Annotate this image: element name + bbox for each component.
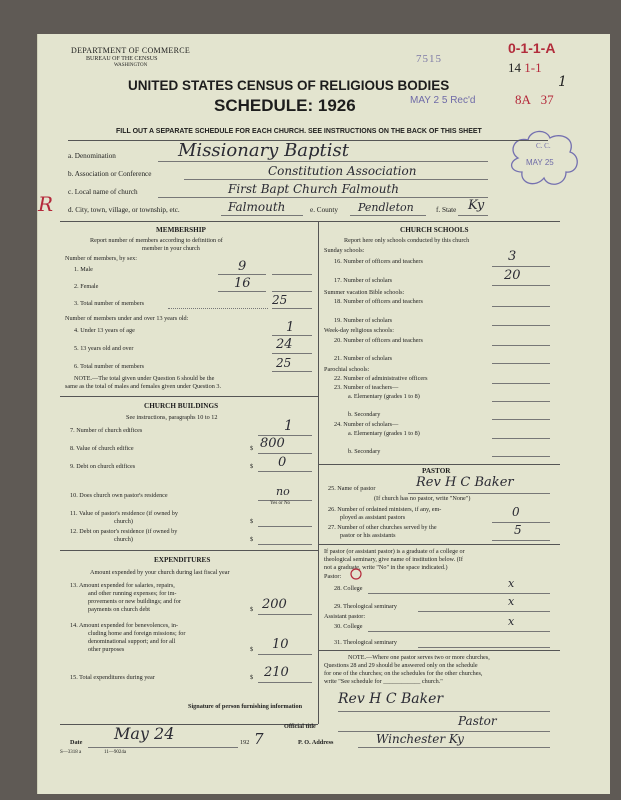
q25-line xyxy=(408,493,550,494)
q16-value: 3 xyxy=(508,249,517,264)
po-address-value: Winchester Ky xyxy=(376,732,464,746)
q15-value: 210 xyxy=(264,665,289,680)
q2-line xyxy=(218,291,266,292)
q14-value: 10 xyxy=(272,637,289,652)
expenditures-rule xyxy=(60,550,318,551)
right-bottom-rule xyxy=(318,650,560,651)
pastor-sub-label: Pastor: xyxy=(324,573,342,580)
q8-label: 8. Value of church edifice xyxy=(70,445,134,452)
date-value: May 24 xyxy=(114,724,175,743)
denomination-value: Missionary Baptist xyxy=(178,140,350,161)
q22-line xyxy=(492,383,550,384)
q21-label: 21. Number of scholars xyxy=(334,355,393,362)
graduate-line-2: theological seminary, give name of institution below. (If xyxy=(324,556,463,563)
q13-line-2: and other running expenses; for im- xyxy=(88,590,177,597)
signature-label: Signature of person furnishing information xyxy=(188,703,303,710)
pastor-heading: PASTOR xyxy=(422,467,451,475)
state-label: f. State xyxy=(436,206,457,214)
q15-label: 15. Total expenditures during year xyxy=(70,674,155,681)
parochial-label: Parochial schools: xyxy=(324,366,370,373)
q18-label: 18. Number of officers and teachers xyxy=(334,298,423,305)
pastor-note-2: Questions 28 and 29 should be answered only on the schedule xyxy=(324,662,478,669)
q26-value: 0 xyxy=(512,505,520,519)
q2-value: 16 xyxy=(234,276,251,291)
pastor-note-3: for one of the churches; on the schedules for the other churches, xyxy=(324,670,483,677)
q24-label: 24. Number of scholars— xyxy=(334,421,399,428)
q9-label: 9. Debt on church edifices xyxy=(70,463,136,470)
graduate-line-3: not a graduate, write "No" in the space indicated.) xyxy=(324,564,448,571)
q20-label: 20. Number of officers and teachers xyxy=(334,337,423,344)
denomination-label: a. Denomination xyxy=(68,152,116,160)
summer-label: Summer vacation Bible schools: xyxy=(324,289,405,296)
q6-value: 25 xyxy=(276,356,292,370)
q17-label: 17. Number of scholars xyxy=(334,277,393,284)
date-label: Date xyxy=(70,739,83,746)
stamp-number: 7515 xyxy=(416,53,442,65)
date-line xyxy=(88,747,238,748)
q11-label-2: church) xyxy=(114,518,133,525)
local-name-value: First Bapt Church Falmouth xyxy=(228,182,400,196)
received-stamp: MAY 2 5 Rec'd xyxy=(410,95,476,106)
sunday-label: Sunday schools: xyxy=(324,247,365,254)
q13-answer-line xyxy=(258,614,312,615)
q5-value: 24 xyxy=(276,337,293,352)
form-number: S—3318 a xyxy=(60,750,82,755)
q19-line xyxy=(492,325,550,326)
seal-date-text: MAY 25 xyxy=(526,158,554,167)
q18-line xyxy=(492,306,550,307)
q9-line xyxy=(258,471,312,472)
q30-line xyxy=(368,631,550,632)
q1-label: 1. Male xyxy=(74,266,93,273)
q23b-line xyxy=(492,419,550,420)
q31-label: 31. Theological seminary xyxy=(334,639,397,646)
local-name-line xyxy=(158,197,488,198)
q11-dollar: $ xyxy=(250,518,254,525)
form-code: 0-1-1-A xyxy=(508,40,556,56)
county-value: Pendleton xyxy=(358,201,414,214)
q13-dollar: $ xyxy=(250,606,254,613)
graduate-rule xyxy=(318,544,560,545)
signature-value: Rev H C Baker xyxy=(338,691,444,707)
membership-heading: MEMBERSHIP xyxy=(156,226,206,234)
q13-line-4: payments on church debt xyxy=(88,606,151,613)
q29-value: x xyxy=(508,595,515,608)
q2-label: 2. Female xyxy=(74,283,99,290)
q24a-label: a. Elementary (grades 1 to 8) xyxy=(348,430,420,437)
q13-line-3: provements or new buildings; and for xyxy=(88,598,181,605)
membership-note-1: NOTE.—The total given under Question 6 should be the xyxy=(74,375,215,382)
q16-label: 16. Number of officers and teachers xyxy=(334,258,423,265)
q23a-label: a. Elementary (grades 1 to 8) xyxy=(348,393,420,400)
q10-hint: Yes or No xyxy=(270,501,291,506)
q7-value: 1 xyxy=(284,418,293,434)
margin-mark: R xyxy=(38,192,54,216)
association-value: Constitution Association xyxy=(268,164,417,178)
red-circle-mark xyxy=(349,567,363,581)
schools-heading: CHURCH SCHOOLS xyxy=(400,226,469,234)
age-intro: Number of members under and over 13 years old: xyxy=(65,315,189,322)
q26-line-2: ployed as assistant pastors xyxy=(340,514,406,521)
buildings-heading: CHURCH BUILDINGS xyxy=(144,402,219,410)
q30-label: 30. College xyxy=(334,623,363,630)
q3-line xyxy=(272,308,312,309)
q23b-label: b. Secondary xyxy=(348,411,381,418)
q29-label: 29. Theological seminary xyxy=(334,603,397,610)
code-line-2: 14 1-1 xyxy=(508,60,542,75)
association-label: b. Association or Conference xyxy=(68,170,152,178)
q12-dollar: $ xyxy=(250,536,254,543)
q28-label: 28. College xyxy=(334,585,363,592)
county-label: e. County xyxy=(310,206,338,214)
bureau-city: WASHINGTON xyxy=(114,63,148,68)
city-value: Falmouth xyxy=(228,200,286,214)
q14-answer-line xyxy=(258,654,312,655)
q9-dollar: $ xyxy=(250,463,254,470)
q23a-line xyxy=(492,401,550,402)
q28-line xyxy=(368,593,550,594)
q14-line-4: other purposes xyxy=(88,646,125,653)
bureau-name: BUREAU OF THE CENSUS xyxy=(86,56,158,62)
q14-line-2: cluding home and foreign missions; for xyxy=(88,630,186,637)
q22-label: 22. Number of administrative officers xyxy=(334,375,428,382)
members-by-sex-label: Number of members, by sex: xyxy=(65,255,137,262)
membership-intro-1: Report number of members according to definition of xyxy=(90,237,223,244)
q27-line-2: pastor or his assistants xyxy=(340,532,396,539)
q11-label-1: 11. Value of pastor's residence (if owned by xyxy=(70,510,178,517)
q15-dollar: $ xyxy=(250,674,254,681)
q28-value: x xyxy=(508,577,515,590)
q4-line xyxy=(272,335,312,336)
code-line-4: 8A 37 xyxy=(515,92,554,107)
q7-label: 7. Number of church edifices xyxy=(70,427,143,434)
official-title-label: Official title xyxy=(284,723,316,730)
q19-label: 19. Number of scholars xyxy=(334,317,393,324)
q24a-line xyxy=(492,438,550,439)
signature-line xyxy=(338,711,550,712)
census-form-sheet xyxy=(37,34,610,794)
q17-value: 20 xyxy=(504,268,521,283)
q5-label: 5. 13 years old and over xyxy=(74,345,134,352)
q14-dollar: $ xyxy=(250,646,254,653)
q13-line-1: 13. Amount expended for salaries, repairs, xyxy=(70,582,175,589)
year-value: 7 xyxy=(254,730,264,748)
q25-value: Rev H C Baker xyxy=(416,475,514,490)
pastor-rule xyxy=(318,464,560,465)
q31-line xyxy=(418,647,550,648)
q4-label: 4. Under 13 years of age xyxy=(74,327,135,334)
county-line xyxy=(350,215,426,216)
seal-top-text: C. C. xyxy=(536,142,551,150)
weekday-label: Week-day religious schools: xyxy=(324,327,394,334)
form-subtitle: SCHEDULE: 1926 xyxy=(214,96,356,115)
form-title: UNITED STATES CENSUS OF RELIGIOUS BODIES xyxy=(128,78,450,93)
q1-line-b xyxy=(272,274,312,275)
q23-label: 23. Number of teachers— xyxy=(334,384,399,391)
table-top-rule xyxy=(60,221,560,222)
q25-hint: (If church has no pastor, write "None") xyxy=(374,495,471,502)
membership-note-2: same as the total of males and females given under Question 3. xyxy=(65,383,222,390)
membership-intro-2: member in your church xyxy=(142,245,200,252)
assistant-pastor-label: Assistant pastor: xyxy=(324,613,366,620)
city-label: d. City, town, village, or township, etc. xyxy=(68,206,180,214)
po-address-label: P. O. Address xyxy=(298,739,334,746)
q26-line-1: 26. Number of ordained ministers, if any, em- xyxy=(328,506,442,513)
q21-line xyxy=(492,363,550,364)
q25-label: 25. Name of pastor xyxy=(328,485,376,492)
state-line xyxy=(458,215,488,216)
q12-line xyxy=(258,544,312,545)
q15-answer-line xyxy=(258,682,312,683)
expenditures-heading: EXPENDITURES xyxy=(154,556,211,564)
pastor-note-4: write "See schedule for ____________ church." xyxy=(324,678,443,685)
q11-line xyxy=(258,526,312,527)
q3-label: 3. Total number of members xyxy=(74,300,145,307)
q27-value: 5 xyxy=(514,523,522,537)
q14-line-3: denominational support; and for all xyxy=(88,638,176,645)
official-title-value: Pastor xyxy=(458,714,497,728)
department-name: DEPARTMENT OF COMMERCE xyxy=(71,46,191,55)
graduate-line-1: If pastor (or assistant pastor) is a graduate of a college or xyxy=(324,548,465,555)
q6-line xyxy=(272,371,312,372)
q3-leader xyxy=(168,308,268,309)
q24b-label: b. Secondary xyxy=(348,448,381,455)
q30-value: x xyxy=(508,615,515,628)
q14-line-1: 14. Amount expended for benevolences, in- xyxy=(70,622,179,629)
q9-value: 0 xyxy=(278,455,287,470)
q1-line xyxy=(218,274,266,275)
instruction-line: FILL OUT A SEPARATE SCHEDULE FOR EACH CHURCH. SEE INSTRUCTIONS ON THE BACK OF THIS SHEET xyxy=(116,128,482,135)
q8-line xyxy=(258,453,312,454)
q13-value: 200 xyxy=(262,597,287,612)
buildings-rule xyxy=(60,396,318,397)
q24b-line xyxy=(492,456,550,457)
q8-dollar: $ xyxy=(250,445,254,452)
q2-line-b xyxy=(272,291,312,292)
q16-line xyxy=(492,266,550,267)
q27-answer-line xyxy=(492,540,550,541)
code-line-3: 1 xyxy=(558,74,567,90)
q5-line xyxy=(272,353,312,354)
q20-line xyxy=(492,345,550,346)
schools-intro: Report here only schools conducted by this church xyxy=(344,237,470,244)
q8-value: 800 xyxy=(260,436,285,451)
q12-label-2: church) xyxy=(114,536,133,543)
q17-line xyxy=(492,285,550,286)
buildings-intro: See instructions, paragraphs 10 to 12 xyxy=(126,414,218,421)
q29-line xyxy=(418,611,550,612)
po-address-line xyxy=(358,747,550,748)
state-value: Ky xyxy=(468,198,485,213)
denomination-line xyxy=(158,161,488,162)
q10-value: no xyxy=(276,485,290,498)
q6-label: 6. Total number of members xyxy=(74,363,145,370)
local-name-label: c. Local name of church xyxy=(68,188,138,196)
q3-value: 25 xyxy=(272,293,288,307)
column-divider xyxy=(318,221,319,724)
left-bottom-rule xyxy=(60,724,318,725)
q10-label: 10. Does church own pastor's residence xyxy=(70,492,168,499)
q27-line-1: 27. Number of other churches served by the xyxy=(328,524,437,531)
pastor-note-1: NOTE.—Where one pastor serves two or more churches, xyxy=(348,654,490,661)
q4-value: 1 xyxy=(286,320,295,335)
city-line xyxy=(221,215,303,216)
print-number: 11—9024a xyxy=(104,750,127,755)
association-line xyxy=(184,179,488,180)
q1-value: 9 xyxy=(238,259,247,274)
year-prefix: 192 xyxy=(240,739,250,746)
expenditures-intro: Amount expended by your church during last fiscal year xyxy=(90,569,230,576)
q12-label-1: 12. Debt on pastor's residence (if owned by xyxy=(70,528,178,535)
